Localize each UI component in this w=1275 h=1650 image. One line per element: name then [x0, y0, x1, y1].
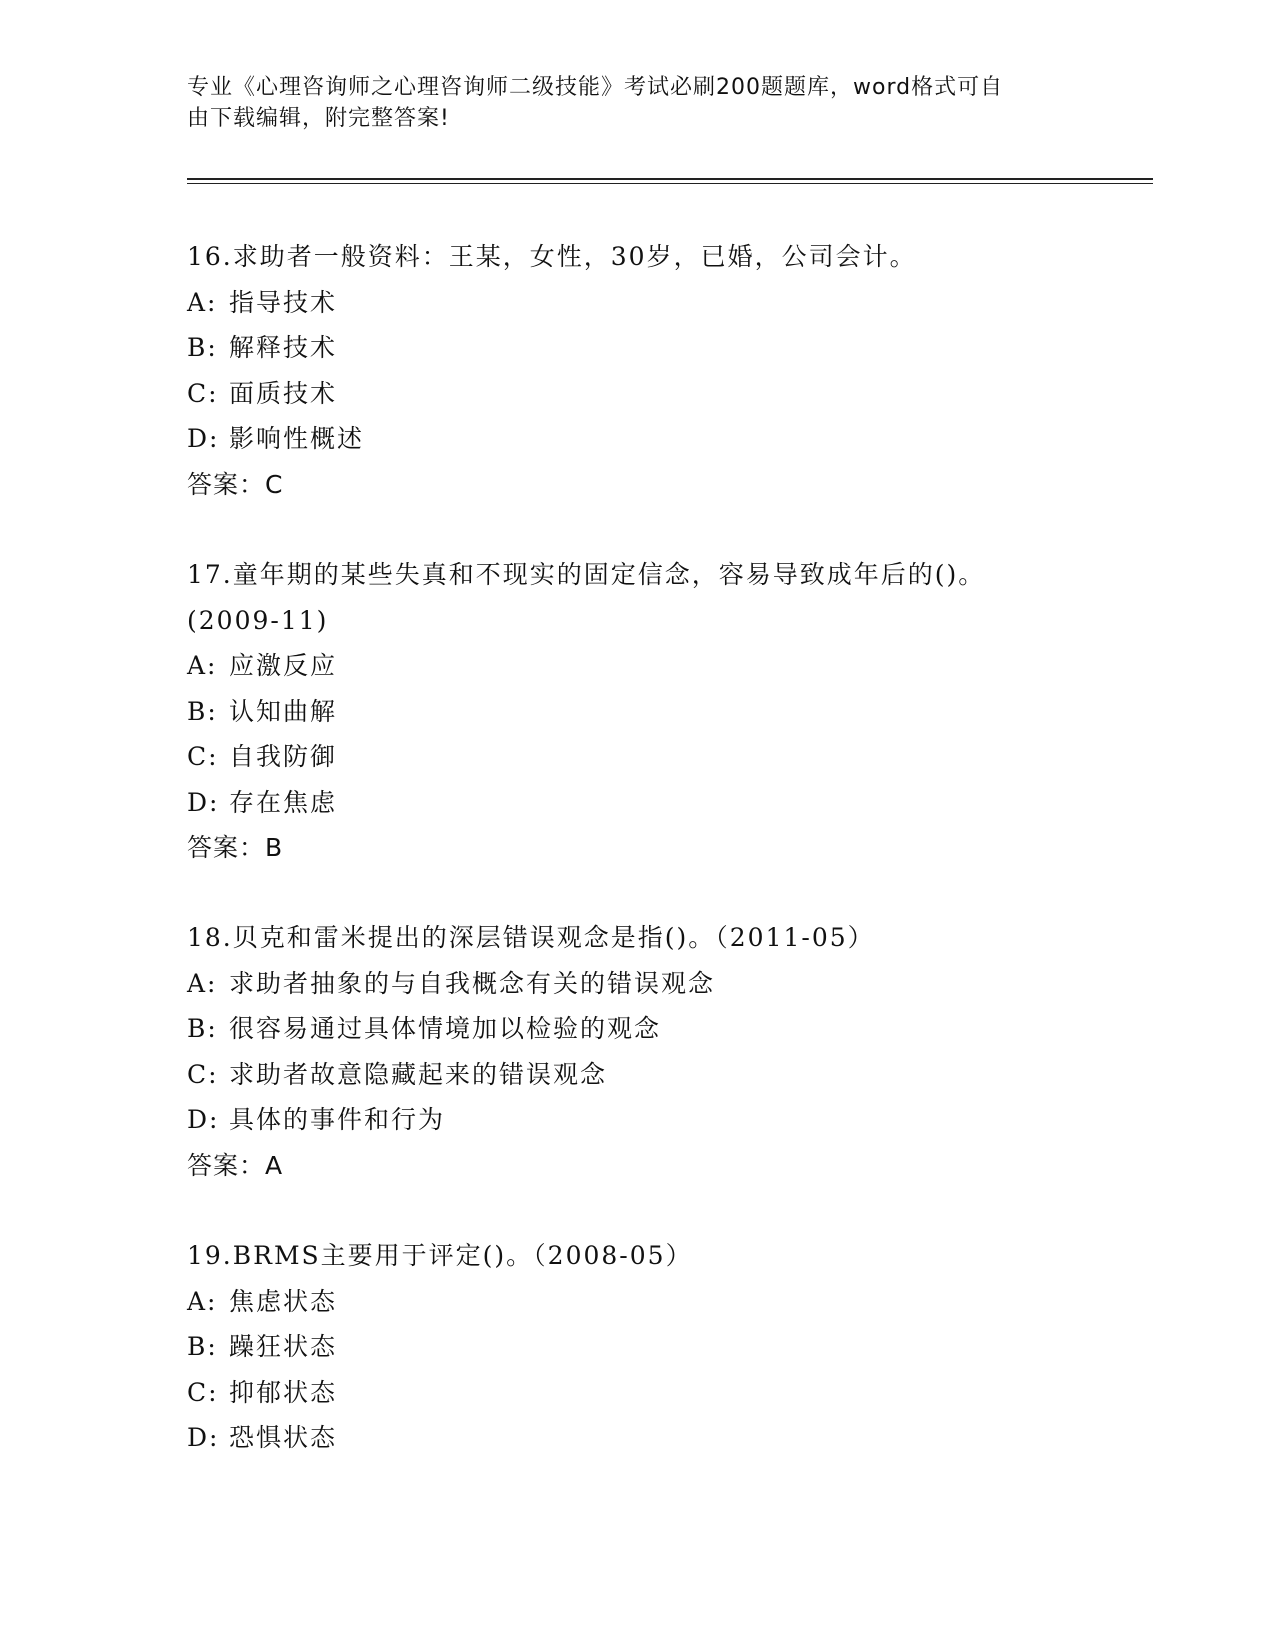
option-text: 解释技术	[229, 333, 338, 362]
option-text: 认知曲解	[229, 696, 338, 726]
option-b	[187, 1324, 1067, 1370]
option-letter: D:	[187, 424, 220, 453]
option-letter: C:	[187, 1377, 219, 1407]
option-b	[187, 1006, 1067, 1052]
option-b	[187, 689, 1067, 735]
option-text: 应激反应	[229, 651, 338, 680]
option-letter: D:	[187, 787, 220, 817]
option-letter: D:	[187, 1423, 220, 1452]
option-text: 很容易通过具体情境加以检验的观念	[229, 1014, 662, 1043]
option-d	[187, 1097, 1067, 1143]
option-letter: C:	[187, 742, 219, 771]
option-c	[187, 371, 1067, 417]
option-d	[187, 780, 1067, 826]
question-18	[187, 915, 1067, 1188]
option-letter: C:	[187, 1059, 219, 1089]
option-text: 影响性概述	[229, 424, 365, 453]
answer-line: 答案：C	[187, 469, 284, 499]
option-a	[187, 280, 1067, 326]
option-text: 焦虑状态	[229, 1286, 338, 1316]
answer-line: 答案：A	[187, 1150, 284, 1180]
option-letter: C:	[187, 378, 219, 408]
option-text: 求助者抽象的与自我概念有关的错误观念	[229, 968, 716, 998]
option-text: 面质技术	[229, 378, 338, 408]
option-text: 恐惧状态	[229, 1423, 338, 1452]
question-stem: 18.贝克和雷米提出的深层错误观念是指()。（2011-05）	[187, 923, 875, 952]
option-c	[187, 1370, 1067, 1416]
header-divider-thin	[187, 183, 1153, 184]
option-c	[187, 734, 1067, 780]
option-b	[187, 325, 1067, 371]
option-letter: B:	[187, 1014, 218, 1043]
question-stem-continued: (2009-11)	[187, 605, 329, 635]
option-a	[187, 643, 1067, 689]
option-letter: A:	[187, 651, 218, 680]
option-text: 具体的事件和行为	[229, 1105, 446, 1134]
option-letter: A:	[187, 287, 218, 317]
option-letter: D:	[187, 1105, 220, 1134]
option-a	[187, 961, 1067, 1007]
option-letter: B:	[187, 1332, 218, 1361]
header-divider-thick	[187, 178, 1153, 180]
document-header	[187, 72, 1067, 134]
question-stem: 17.童年期的某些失真和不现实的固定信念，容易导致成年后的()。	[187, 560, 986, 589]
answer-line: 答案：B	[187, 833, 284, 862]
option-d	[187, 416, 1067, 462]
question-stem: 16.求助者一般资料：王某，女性，30岁，已婚，公司会计。	[187, 242, 917, 271]
option-a	[187, 1279, 1067, 1325]
option-letter: A:	[187, 968, 218, 998]
option-text: 自我防御	[229, 742, 338, 771]
option-text: 躁狂状态	[229, 1332, 338, 1361]
option-letter: B:	[187, 696, 218, 726]
option-text: 抑郁状态	[229, 1377, 338, 1407]
option-text: 求助者故意隐藏起来的错误观念	[229, 1059, 608, 1089]
option-text: 指导技术	[229, 287, 338, 317]
question-stem: 19.BRMS主要用于评定()。（2008-05）	[187, 1241, 693, 1270]
header-line-2: 由下载编辑，附完整答案!	[187, 106, 450, 131]
question-19	[187, 1233, 1067, 1461]
header-line-1: 专业《心理咨询师之心理咨询师二级技能》考试必刷200题题库，word格式可自	[187, 75, 1004, 100]
option-letter: B:	[187, 333, 218, 362]
question-16	[187, 234, 1067, 507]
option-text: 存在焦虑	[229, 787, 338, 817]
option-c	[187, 1052, 1067, 1098]
question-17	[187, 552, 1067, 871]
option-letter: A:	[187, 1286, 218, 1316]
option-d	[187, 1415, 1067, 1461]
